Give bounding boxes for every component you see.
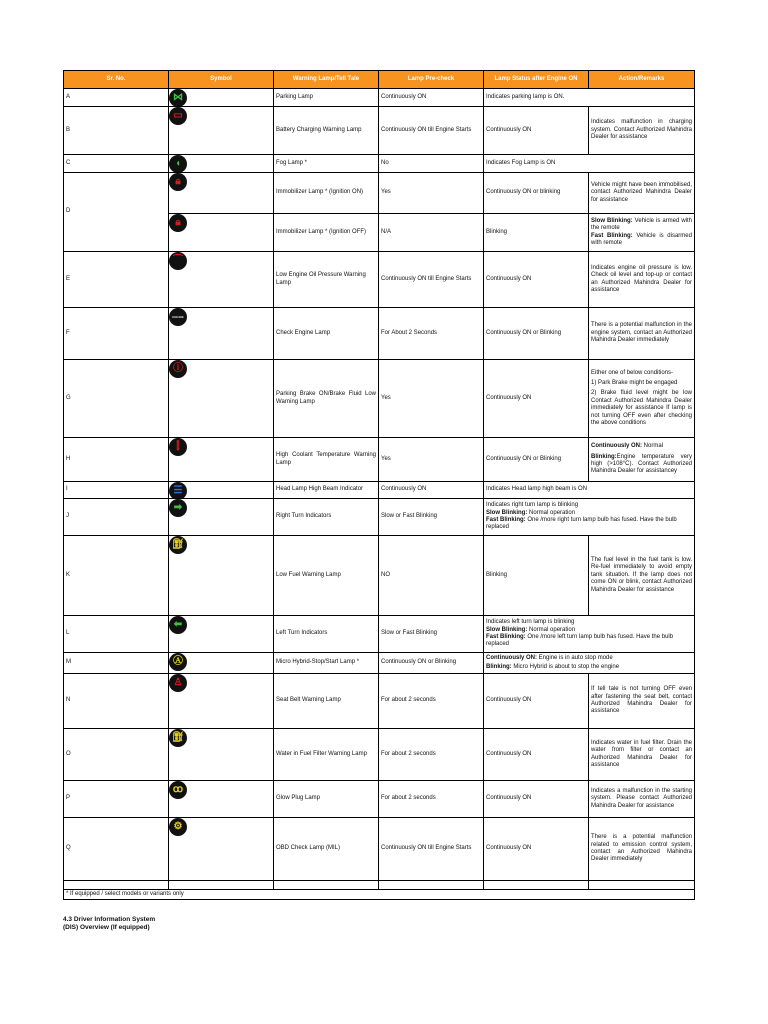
lamp-precheck: For about 2 seconds [379, 729, 484, 781]
sr-no: F [64, 308, 169, 360]
lamp-name: Low Engine Oil Pressure Warning Lamp [274, 252, 379, 308]
obd-check-icon: ⚙ [169, 818, 187, 836]
remark-label: Blinking: [591, 453, 617, 460]
symbol-cell [169, 173, 274, 214]
lamp-precheck: Slow or Fast Blinking [379, 616, 484, 653]
table-row [64, 881, 695, 890]
symbol-cell [169, 729, 274, 781]
lamp-name: Seat Belt Warning Lamp [274, 674, 379, 729]
sr-no: J [64, 499, 169, 536]
table-row [64, 674, 695, 729]
lamp-status: Continuously ON [484, 674, 589, 729]
table-row [64, 818, 695, 881]
sr-no: O [64, 729, 169, 781]
lamp-status: Indicates left turn lamp is blinking Slow Blinking: Normal operation Fast Blinking: One /more left turn lamp bulb has fused. Have the bulb replaced [484, 616, 695, 653]
lamp-name: Right Turn Indicators [274, 499, 379, 536]
lamp-precheck: For about 2 seconds [379, 674, 484, 729]
header-warning-lamp: Warning Lamp/Tell Tale [274, 71, 379, 89]
symbol-cell [169, 107, 274, 155]
table-row [64, 616, 695, 653]
lamp-name: OBD Check Lamp (MIL) [274, 818, 379, 881]
lamp-name: Immobilizer Lamp * (Ignition ON) [274, 173, 379, 214]
sr-no: M [64, 653, 169, 674]
lamp-precheck: Yes [379, 173, 484, 214]
table-row [64, 438, 695, 482]
section-title: 4.3 Driver Information System [63, 916, 156, 923]
symbol-cell [169, 155, 274, 173]
header-lamp-precheck: Lamp Pre-check [379, 71, 484, 89]
lamp-status: Continuously ON [484, 107, 589, 155]
action-remarks: Indicates water in fuel filter. Drain the water from filter or contact an Authorized Mahindra Dealer for assistance [589, 729, 695, 781]
lamp-status: Continuously ON [484, 818, 589, 881]
lamp-name: Left Turn Indicators [274, 616, 379, 653]
sr-no: E [64, 252, 169, 308]
immobilizer-icon: 🔒︎ [169, 173, 187, 191]
water-in-fuel-icon: ⛽︎ [169, 729, 187, 747]
parking-brake-icon: ⓘ [169, 360, 187, 378]
lamp-status: Continuously ON [484, 252, 589, 308]
remark-text: Engine temperature very high (>108°C). Contact Authorized Mahindra Dealer for assistancey [591, 453, 692, 475]
lamp-precheck: N/A [379, 214, 484, 252]
sr-no: I [64, 482, 169, 499]
lamp-precheck: Slow or Fast Blinking [379, 499, 484, 536]
symbol-cell [169, 616, 274, 653]
lamp-precheck: For about 2 seconds [379, 781, 484, 818]
action-remarks [589, 214, 695, 252]
table-header-row [64, 71, 695, 89]
action-remarks: Either one of below conditions- 1) Park Brake might be engaged 2) Brake fluid level might be low Contact Authorized Mahindra Dealer immediately for assistance If lamp is not turning OFF even after checking the above conditions [589, 360, 695, 438]
symbol-cell [169, 360, 274, 438]
action-remarks: Indicates engine oil pressure is low. Check oil level and top-up or contact an Authorized Mahindra Dealer for assistance [589, 252, 695, 308]
immobilizer-icon: 🔒︎ [169, 214, 187, 232]
sr-no: D [64, 173, 169, 252]
action-remarks: There is a potential malfunction in the engine system, contact an Authorized Mahindra Dealer immediately [589, 308, 695, 360]
warning-lamp-table [63, 70, 695, 900]
table-row [64, 499, 695, 536]
symbol-cell [169, 536, 274, 616]
symbol-cell [169, 818, 274, 881]
glow-plug-icon: ꝏ [169, 781, 187, 799]
lamp-status: Indicates right turn lamp is blinking Slow Blinking: Normal operation Fast Blinking: One /more right turn lamp bulb has fused. Have the bulb replaced [484, 499, 695, 536]
battery-icon: ▭ [169, 107, 187, 125]
lamp-status: Continuously ON or blinking [484, 173, 589, 214]
lamp-name: Micro Hybrid-Stop/Start Lamp * [274, 653, 379, 674]
table-row [64, 653, 695, 674]
sr-no: P [64, 781, 169, 818]
symbol-cell [169, 482, 274, 499]
lamp-status: Blinking [484, 536, 589, 616]
header-sr-no: Sr. No. [64, 71, 169, 89]
remark-label: Slow Blinking: [591, 217, 633, 224]
sr-no: N [64, 674, 169, 729]
symbol-cell [169, 252, 274, 308]
lamp-name: Parking Brake ON/Brake Fluid Low Warning Lamp [274, 360, 379, 438]
action-remarks: Vehicle might have been immobilised, contact Authorized Mahindra Dealer for assistance [589, 173, 695, 214]
footnote: * If equipped / select models or variants only [64, 890, 695, 900]
symbol-cell [169, 781, 274, 818]
lamp-precheck: Yes [379, 360, 484, 438]
low-fuel-icon: ⛽︎ [169, 536, 187, 554]
parking-lamp-icon: ⋈ [169, 89, 187, 107]
lamp-precheck: Yes [379, 438, 484, 482]
lamp-name: Fog Lamp * [274, 155, 379, 173]
action-remarks: Indicates a malfunction in the starting system. Please contact Authorized Mahindra Dealer for assistance [589, 781, 695, 818]
fog-lamp-icon: ◖ [169, 155, 187, 173]
table-row [64, 781, 695, 818]
lamp-name: Immobilizer Lamp * (Ignition OFF) [274, 214, 379, 252]
lamp-precheck: Continuously ON till Engine Starts [379, 252, 484, 308]
lamp-precheck: Continuously ON [379, 89, 484, 107]
lamp-name: Low Fuel Warning Lamp [274, 536, 379, 616]
lamp-status: Indicates Head lamp high beam is ON [484, 482, 695, 499]
header-symbol: Symbol [169, 71, 274, 89]
lamp-precheck: NO [379, 536, 484, 616]
table-row [64, 360, 695, 438]
sr-no: L [64, 616, 169, 653]
remark-label: Continuously ON: [591, 443, 642, 450]
symbol-cell [169, 308, 274, 360]
symbol-cell [169, 438, 274, 482]
lamp-status: Continuously ON: Engine is in auto stop mode Blinking: Micro Hybrid is about to stop the engine [484, 653, 695, 674]
sr-no: B [64, 107, 169, 155]
lamp-status: Continuously ON [484, 729, 589, 781]
symbol-cell [169, 214, 274, 252]
section-heading [63, 916, 155, 932]
table-row [64, 482, 695, 499]
check-engine-icon: ENGINE [169, 308, 187, 326]
lamp-status: Blinking [484, 214, 589, 252]
lamp-name: High Coolant Temperature Warning Lamp [274, 438, 379, 482]
lamp-precheck: Continuously ON [379, 482, 484, 499]
lamp-status: Continuously ON or Blinking [484, 308, 589, 360]
left-turn-icon: ⬅ [169, 616, 187, 634]
right-turn-icon: ➡ [169, 499, 187, 517]
sr-no: A [64, 89, 169, 107]
symbol-cell [169, 89, 274, 107]
table-row [64, 729, 695, 781]
table-row [64, 252, 695, 308]
sr-no: K [64, 536, 169, 616]
action-remarks: The fuel level in the fuel tank is low. Re-fuel immediately to avoid empty tank situation. If the lamp does not come ON or blink, contact Authorized Mahindra Dealer for assistance [589, 536, 695, 616]
footnote-row [64, 890, 695, 900]
action-remarks [589, 438, 695, 482]
lamp-precheck: Continuously ON till Engine Starts [379, 818, 484, 881]
auto-start-stop-icon: Ⓐ [169, 653, 187, 671]
sr-no: C [64, 155, 169, 173]
oil-pressure-icon: ⌒ [169, 252, 187, 270]
coolant-temperature-icon: ⫿ [169, 438, 187, 456]
remark-text: Normal [643, 443, 664, 450]
high-beam-icon: ☰ [169, 482, 187, 499]
action-remarks: If tell tale is not turning OFF even after fastening the seat belt, contact Authorized Mahindra Dealer for assistance [589, 674, 695, 729]
lamp-status: Indicates parking lamp is ON. [484, 89, 695, 107]
table-row [64, 536, 695, 616]
remark-text: Vehicle is armed with the remote [591, 217, 693, 232]
lamp-name: Parking Lamp [274, 89, 379, 107]
table-row [64, 308, 695, 360]
symbol-cell [169, 674, 274, 729]
lamp-status: Continuously ON or Blinking [484, 438, 589, 482]
lamp-name: Check Engine Lamp [274, 308, 379, 360]
lamp-precheck: No [379, 155, 484, 173]
table-row [64, 89, 695, 107]
lamp-precheck: Continuously ON or Blinking [379, 653, 484, 674]
action-remarks: There is a potential malfunction related to emission control system, contact an Authorized Mahindra Dealer immediately [589, 818, 695, 881]
remark-text: Vehicle is disarmed with remote [591, 232, 692, 246]
lamp-status: Indicates Fog Lamp is ON [484, 155, 695, 173]
table-row [64, 173, 695, 214]
lamp-name: Head Lamp High Beam Indicator [274, 482, 379, 499]
sr-no: H [64, 438, 169, 482]
seat-belt-icon: ♙ [169, 674, 187, 692]
header-action-remarks: Action/Remarks [589, 71, 695, 89]
lamp-name: Water in Fuel Filter Warning Lamp [274, 729, 379, 781]
lamp-status: Continuously ON [484, 781, 589, 818]
header-lamp-status: Lamp Status after Engine ON [484, 71, 589, 89]
table-row [64, 107, 695, 155]
lamp-precheck: Continuously ON till Engine Starts [379, 107, 484, 155]
action-remarks: Indicates malfunction in charging system. Contact Authorized Mahindra Dealer for assistance [589, 107, 695, 155]
section-subtitle: (DIS) Overview (If equipped) [63, 924, 150, 931]
sr-no: Q [64, 818, 169, 881]
sr-no: G [64, 360, 169, 438]
symbol-cell [169, 499, 274, 536]
lamp-status: Continuously ON [484, 360, 589, 438]
lamp-precheck: For About 2 Seconds [379, 308, 484, 360]
table-row [64, 155, 695, 173]
lamp-name: Glow Plug Lamp [274, 781, 379, 818]
symbol-cell [169, 653, 274, 674]
lamp-name: Battery Charging Warning Lamp [274, 107, 379, 155]
remark-label: Fast Blinking: [591, 232, 633, 239]
